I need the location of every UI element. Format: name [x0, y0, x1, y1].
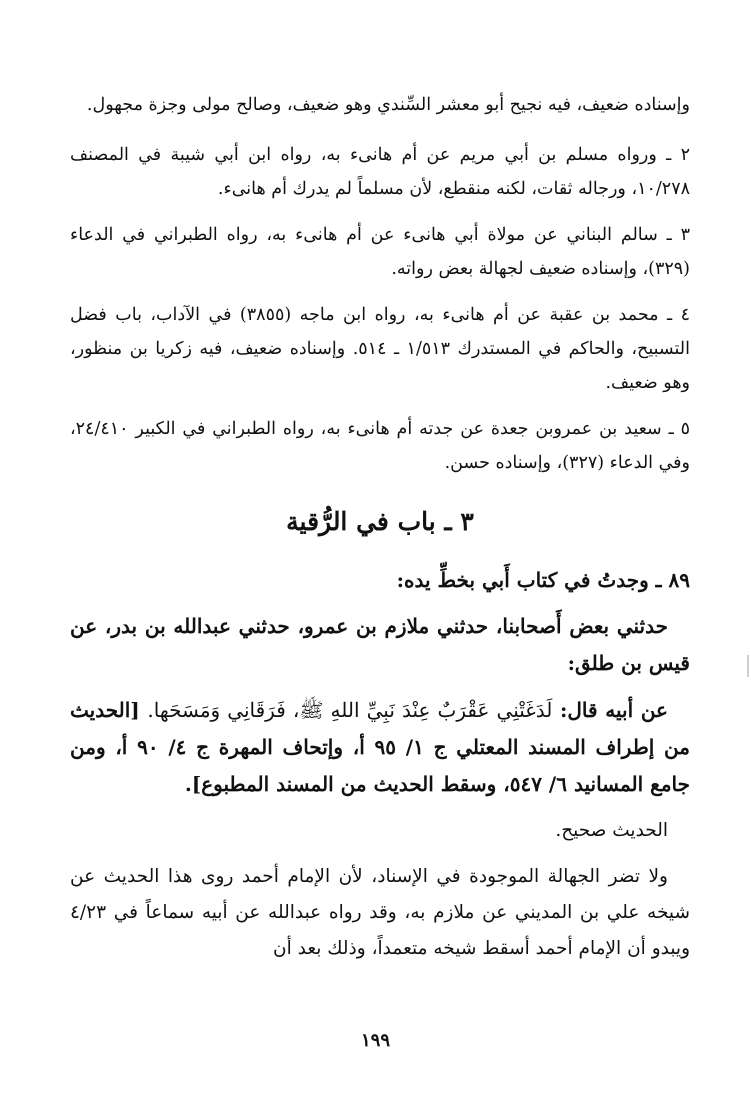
- hadith-matn-block: [70, 692, 690, 803]
- hadith-grading: الحديث صحيح.: [555, 820, 668, 841]
- page-body: [70, 88, 690, 975]
- matn-prefix: عن أبيه قال:: [552, 698, 668, 722]
- matn-text: لَدَغَتْنِي عَقْرَبٌ عِنْدَ نَبِيِّ اللهِ ﷺ، فَرَقَانِي وَمَسَحَها.: [147, 698, 553, 722]
- chapter-title: ٣ ـ باب في الرُّقية: [286, 507, 474, 536]
- scan-edge-mark: [747, 655, 749, 677]
- commentary-paragraph: ولا تضر الجهالة الموجودة في الإسناد، لأن الإمام أحمد روى هذا الحديث عن شيخه علي بن المديني عن ملازم به، وقد رواه عبدالله عن أبيه سماعاً في ٤/٢٣ ويبدو أن الإمام أحمد أسقط شيخه متعمداً، وذلك بعد أن: [70, 866, 690, 959]
- footnote-5: ٥ ـ سعيد بن عمروبن جعدة عن جدته أم هانىء به، رواه الطبراني في الكبير ٢٤/٤١٠، وفي الدعاء (٣٢٧)، وإسناده حسن.: [70, 419, 690, 473]
- hadith-heading: ٨٩ ـ وجدتُ في كتاب أَبي بخطِّ يده:: [396, 568, 690, 592]
- hadith-isnad: حدثني بعض أَصحابنا، حدثني ملازم بن عمرو، حدثني عبدالله بن بدر، عن قيس بن طلق:: [70, 614, 690, 675]
- page-number: ١٩٩: [360, 1030, 390, 1051]
- footnote-2: ٢ ـ ورواه مسلم بن أبي مريم عن أم هانىء به، رواه ابن أبي شيبة في المصنف ١٠/٢٧٨، ورجاله ثقات، لكنه منقطع، لأن مسلماً لم يدرك أم هانىء.: [70, 145, 690, 199]
- footnote-4: ٤ ـ محمد بن عقبة عن أم هانىء به، رواه ابن ماجه (٣٨٥٥) في الآداب، باب فضل التسبيح، والحاكم في المستدرك ١/٥١٣ ـ ٥١٤. وإسناده ضعيف، فيه زكريا بن منظور، وهو ضعيف.: [70, 305, 690, 393]
- bracket-note: [الحديث من إطراف المسند المعتلي ج ١/ ٩٥ أ، وإتحاف المهرة ج ٤/ ٩٠ أ، ومن جامع المسانيد ٦/ ٥٤٧، وسقط الحديث من المسند المطبوع].: [70, 698, 690, 796]
- footnote-continuation: وإسناده ضعيف، فيه نجيح أبو معشر السِّندي وهو ضعيف، وصالح مولى وجزة مجهول.: [86, 95, 690, 115]
- footnote-3: ٣ ـ سالم البناني عن مولاة أبي هانىء عن أم هانىء به، رواه الطبراني في الدعاء (٣٢٩)، وإسناده ضعيف لجهالة بعض رواته.: [70, 225, 690, 279]
